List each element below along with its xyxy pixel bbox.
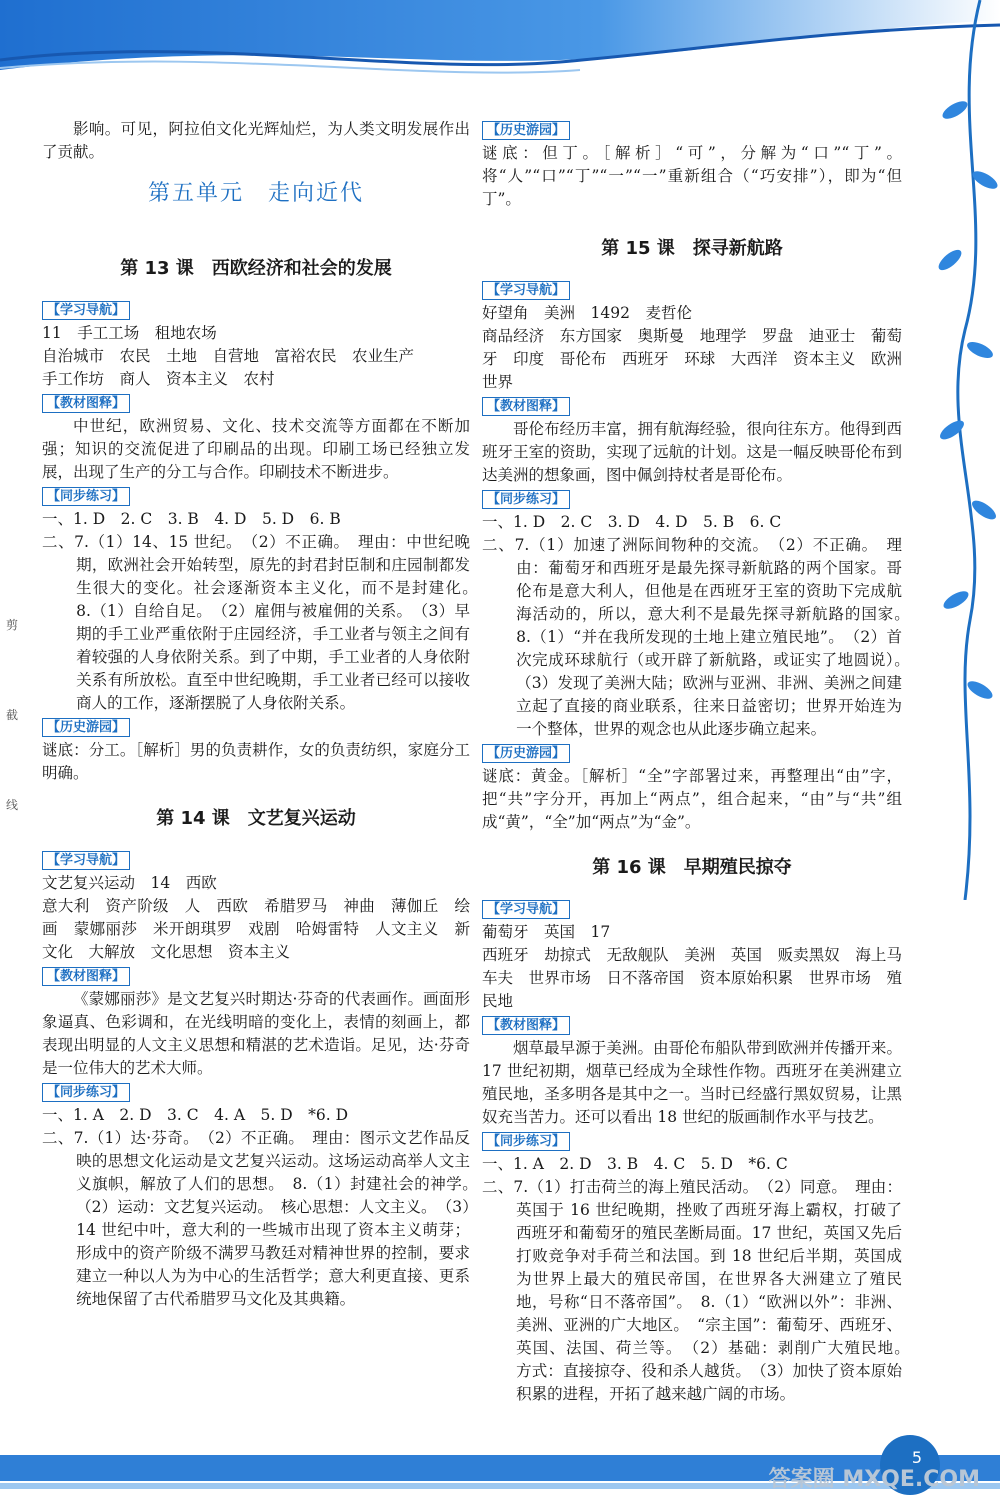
history-garden-label: 【历史游园】 [482,121,570,140]
picture-explain-label: 【教材图释】 [482,1016,570,1035]
picture-explain-label: 【教材图释】 [482,397,570,416]
nav-line: 自治城市 农民 土地 自营地 富裕农民 农业生产 [42,347,415,365]
exercise-answers-2: 二、7.（1）达·芬奇。 （2）不正确。 理由：图示文艺作品反映的思想文化运动是文艺复兴运动。这场运动高举人文主义旗帜，解放了人们的思想。 8.（1）封建社会的神学。 （2）运动：文艺复兴运动。 核心思想：人文主义。 （3）14 世纪中叶，意大利的一些城市出现了资本主义萌芽；形成中的资产阶级不满罗马教廷对精神世界的控制，要求建立一种以人为为中心的生活哲学；意大利更直接、更系统地保留了古代希腊罗马文化及其典籍。 [42,1129,486,1308]
nav-line: 意大利 资产阶级 人 西欧 希腊罗马 神曲 薄伽丘 绘画 蒙娜丽莎 米开朗琪罗 戏剧 哈姆雷特 人文主义 新文化 大解放 文化思想 资本主义 [42,897,470,961]
study-guide-label: 【学习导航】 [42,851,130,870]
exercise-answers-1: 一、1. A 2. D 3. B 4. C 5. D *6. C [482,1155,788,1173]
exercise-answers-1: 一、1. D 2. C 3. D 4. D 5. B 6. C [482,513,782,531]
study-guide-label: 【学习导航】 [42,301,130,320]
lesson-15-title: 第 15 课 探寻新航路 [601,238,783,259]
exercise-answers-1: 一、1. D 2. C 3. B 4. D 5. D 6. B [42,510,341,528]
exercise-label: 【同步练习】 [42,487,130,506]
study-guide-label: 【学习导航】 [482,900,570,919]
history-garden-text: 谜底：但丁。［解析］“可”，分解为“口”“丁”。将“人”“口”“丁”“一”“一”重新组合（“巧安排”），即为“但丁”。 [482,144,902,208]
nav-line: 11 手工工场 租地农场 [42,324,217,342]
exercise-answers-2: 二、7.（1）加速了洲际间物种的交流。 （2）不正确。 理由：葡萄牙和西班牙是最先探寻新航路的两个国家。哥伦布是意大利人，但他是在西班牙王室的资助下完成航海活动的，所以，意大利不是最先探寻新航路的国家。 8.（1）“并在我所发现的土地上建立殖民地”。 （2）首次完成环球航行（或开辟了新航路，或证实了地圆说）。 （3）发现了美洲大陆；欧洲与亚洲、非洲、美洲之间建立起了直接的商业联系，往来日益密切；世界开始连为一个整体，世界的观念也从此逐步确立起来。 [482,536,918,738]
exercise-label: 【同步练习】 [42,1083,130,1102]
vine-decoration [910,0,1000,900]
nav-line: 葡萄牙 英国 17 [482,923,611,941]
right-column [482,118,918,1428]
nav-line: 文艺复兴运动 14 西欧 [42,874,217,892]
exercise-answers-1: 一、1. A 2. D 3. C 4. A 5. D *6. D [42,1106,349,1124]
lesson-15-block [482,278,918,834]
picture-explain-label: 【教材图释】 [42,394,130,413]
picture-explain-text: 烟草最早源于美洲。由哥伦布船队带到欧洲并传播开来。17 世纪初期，烟草已经成为全球性作物。西班牙在美洲建立殖民地，圣多明各是其中之一。当时已经盛行黑奴贸易，让黑奴充当苦力。还可以看出 18 世纪的版画制作水平与技艺。 [482,1039,902,1126]
exercise-answers-2: 二、7.（1）14、15 世纪。 （2）不正确。 理由：中世纪晚期，欧洲社会开始转型，原先的封君封臣制和庄园制都发生很大的变化。社会逐渐资本主义化，而不是封建化。 8.（1）自给自足。 （2）雇佣与被雇佣的关系。 （3）早期的手工业严重依附于庄园经济，手工业者与领主之间有着较强的人身依附关系。到了中期，手工业者的人身依附关系有所放松。直至中世纪晚期，手工业者已经可以接收商人的工作，逐渐摆脱了人身依附关系。 [42,533,486,712]
lesson-14-block [42,848,486,1311]
top-decorative-band [0,0,1000,90]
history-garden-label: 【历史游园】 [482,744,570,763]
cut-line-label: 剪 截 线 [6,618,31,812]
study-guide-label: 【学习导航】 [482,281,570,300]
nav-line: 好望角 美洲 1492 麦哲伦 [482,304,692,322]
picture-explain-text: 中世纪，欧洲贸易、文化、技术交流等方面都在不断加强；知识的交流促进了印刷品的出现。印刷工场已经独立发展，出现了生产的分工与合作。印刷技术不断进步。 [42,417,470,481]
lesson-14-title: 第 14 课 文艺复兴运动 [156,808,356,829]
lesson-13-block [42,298,486,785]
left-column [42,118,486,1333]
nav-line: 西班牙 劫掠式 无敌舰队 美洲 英国 贩卖黑奴 海上马车夫 世界市场 日不落帝国 资本原始积累 世界市场 殖民地 [482,946,902,1010]
history-garden-label: 【历史游园】 [42,718,130,737]
picture-explain-text: 《蒙娜丽莎》是文艺复兴时期达·芬奇的代表画作。画面形象逼真、色彩调和，在光线明暗的变化上，表情的刻画上，都表现出明显的人文主义思想和精湛的艺术造诣。足见，达·芬奇是一位伟大的艺术大师。 [42,990,470,1077]
history-garden-text: 谜底：分工。［解析］男的负责耕作，女的负责纺织，家庭分工明确。 [42,741,470,782]
picture-explain-label: 【教材图释】 [42,967,130,986]
nav-line: 手工作坊 商人 资本主义 农村 [42,370,275,388]
intro-paragraph: 影响。可见，阿拉伯文化光辉灿烂，为人类文明发展作出了贡献。 [42,120,470,161]
lesson-16-title: 第 16 课 早期殖民掠夺 [592,857,792,878]
lesson-13-title: 第 13 课 西欧经济和社会的发展 [120,258,392,279]
exercise-label: 【同步练习】 [482,490,570,509]
lesson-16-block [482,897,918,1406]
history-garden-text: 谜底：黄金。［解析］“全”字部署过来，再整理出“由”字，把“共”字分开，再加上“两点”，组合起来，“由”与“共”组成“黄”，“全”加“两点”为“金”。 [482,767,902,831]
exercise-label: 【同步练习】 [482,1132,570,1151]
picture-explain-text: 哥伦布经历丰富，拥有航海经验，很向往东方。他得到西班牙王室的资助，实现了远航的计划。这是一幅反映哥伦布到达美洲的想象画，图中佩剑持杖者是哥伦布。 [482,420,902,484]
watermark: 答案圈 MXQE.COM [768,1467,980,1492]
exercise-answers-2: 二、7.（1）打击荷兰的海上殖民活动。 （2）同意。 理由：英国于 16 世纪晚期，挫败了西班牙海上霸权，打破了西班牙和葡萄牙的殖民垄断局面。17 世纪，英国又先后打败竞争对手荷兰和法国。到 18 世纪后半期，英国成为世界上最大的殖民帝国，在世界各大洲建立了殖民地，号称“日不落帝国”。 8.（1）“欧洲以外”：非洲、美洲、亚洲的广大地区。 “宗主国”：葡萄牙、西班牙、英国、法国、荷兰等。 （2）基础：剥削广大殖民地。 方式：直接掠夺、役和杀人越货。 （3）加快了资本原始积累的进程，开拓了越来越广阔的市场。 [482,1178,918,1403]
nav-line: 商品经济 东方国家 奥斯曼 地理学 罗盘 迪亚士 葡萄牙 印度 哥伦布 西班牙 环球 大西洋 资本主义 欧洲 世界 [482,327,918,391]
unit-title: 第五单元 走向近代 [147,181,364,206]
page-number: 5 [911,1448,922,1467]
